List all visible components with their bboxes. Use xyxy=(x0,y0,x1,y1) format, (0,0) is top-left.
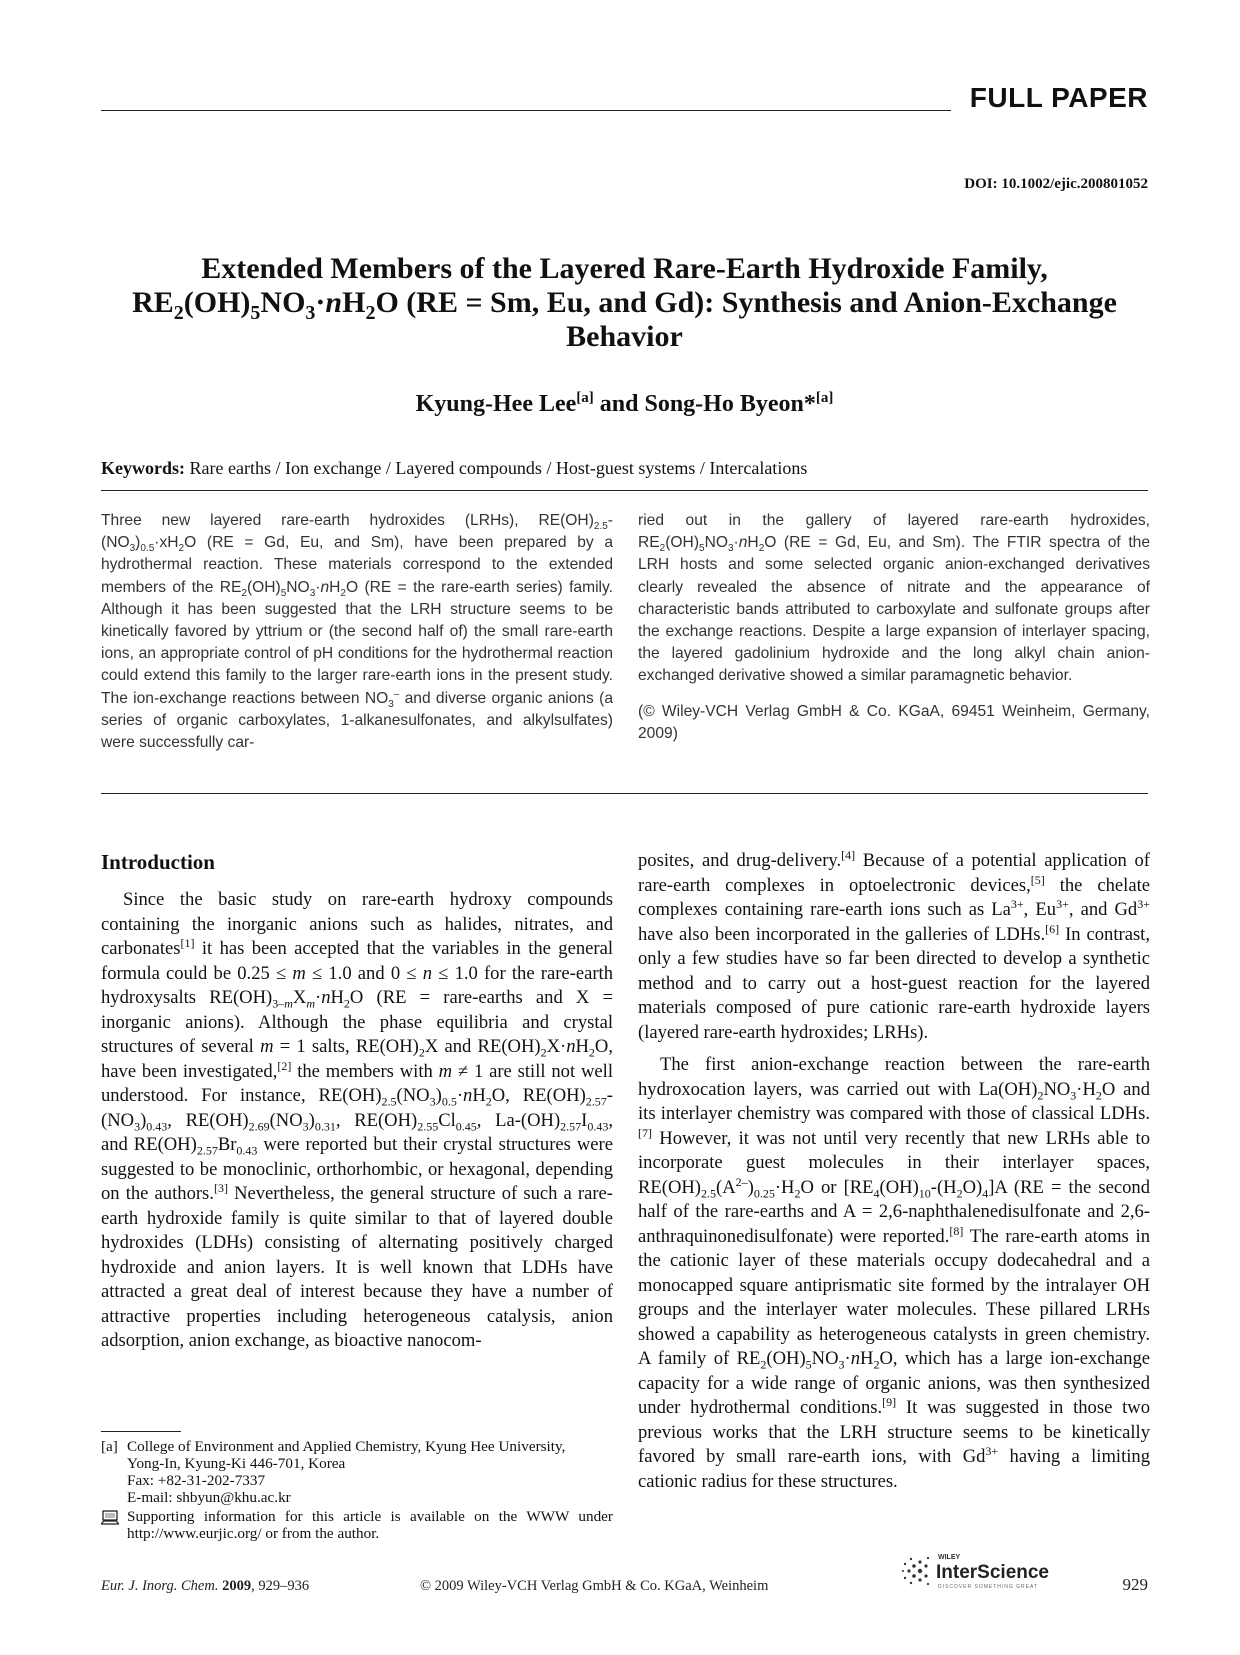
abstract-left-column xyxy=(101,510,613,754)
title-line-1: Extended Members of the Layered Rare-Earth Hydroxide Family, xyxy=(201,252,1048,285)
author-list xyxy=(101,390,1148,418)
title-line-2: $RE_2(OH)_5NO_3\cdot nH_2O$ (RE = Sm, Eu, and Gd): Synthesis and Anion-Exchange xyxy=(132,286,1117,324)
body-right-column xyxy=(638,849,1150,1494)
body-paragraph: The first anion-exchange reaction between the rare-earth hydroxocation layers, was carried out with $La(OH)_2NO_3\cdot H_2O$ and its interlayer chemistry was compared with those of classical LDHs.[7] However, it was not until very recently that new LRHs able to incorporate guest molecules in their interlayer spaces, $RE(OH)_{2.5}(A^{2-})_{0.25}\cdot H_2O$ or $[RE_4(OH)_{10}-(H_2O)_4]A$ (RE = the second half of the rare-earths and A = 2,6-naphthalenedisulfonate and 2,6-anthraquinonedisulfonate) were reported.[8] The rare-earth atoms in the cationic layer of these materials occupy dodecahedral and a monocapped square antiprismatic site formed by the intralayer OH groups and the interlayer water molecules. These pillared LRHs showed a capability as heterogeneous catalysts in green chemistry. A family of $RE_2(OH)_5NO_3\cdot nH_2O$, which has a large ion-exchange capacity for a wide range of organic anions, was then synthesized under hydrothermal conditions.[9] It was suggested in those two previous works that the LRH structure seems to be kinetically favored by small rare-earth ions, with $Gd^{3+}$ having a limiting cationic radius for these structures. xyxy=(638,1054,1150,1492)
logo-main-text: InterScience xyxy=(936,1562,1049,1583)
logo-tagline: DISCOVER SOMETHING GREAT xyxy=(938,1584,1039,1590)
author-connector: and xyxy=(599,391,639,417)
body-paragraph: posites, and drug-delivery.[4] Because of a potential application of rare-earth complexes in optoelectronic devices,[5] the chelate complexes containing rare-earth ions such as $La^{3+}$, $Eu^{3+}$, and $Gd^{3+}$ have also been incorporated in the galleries of LDHs.[6] In contrast, only a few studies have so far been directed to develop a synthetic method and to carry out a host-guest reaction for the layered materials composed of pure cationic rare-earth hydroxide layers (layered rare-earth hydroxides; LRHs). xyxy=(638,847,1150,1043)
logo-mark xyxy=(902,1557,929,1585)
keywords-label: Keywords: xyxy=(101,458,185,478)
interscience-logo xyxy=(900,1546,1068,1596)
article-title xyxy=(101,252,1148,354)
abstract-copyright: (© Wiley-VCH Verlag GmbH & Co. KGaA, 69451 Weinheim, Germany, 2009) xyxy=(638,702,1150,742)
footnote xyxy=(101,1438,613,1542)
footer-copyright: © 2009 Wiley-VCH Verlag GmbH & Co. KGaA, Weinheim xyxy=(420,1578,769,1594)
footnote-email: E-mail: shbyun@khu.ac.kr xyxy=(127,1489,291,1506)
journal-year: 2009 xyxy=(222,1578,252,1594)
abstract-text: Three new layered rare-earth hydroxides (LRHs), $RE(OH)_{2.5}-(NO_3)_{0.5}\cdot xH_2O$ (RE = Gd, Eu, and Sm), have been prepared by a hydrothermal reaction. These materials correspond to the extended members of the $RE_2(OH)_5NO_3\cdot nH_2O$ (RE = the rare-earth series) family. Although it has been suggested that the LRH structure seems to be kinetically favored by yttrium or (the second half of) the small rare-earth ions, an appropriate control of pH conditions for the hydrothermal reaction could extend this family to the larger rare-earth ions in the present study. The ion-exchange reactions between $NO_3^-$ and diverse organic anions (a series of organic carboxylates, 1-alkanesulfonates, and alkylsulfates) were successfully car- xyxy=(101,512,613,752)
footnote-marker: [a] xyxy=(101,1438,118,1455)
header-rule xyxy=(101,110,951,111)
section-label: FULL PAPER xyxy=(969,82,1148,113)
supporting-info-text: Supporting information for this article is available on the WWW under http://www.eurjic.org/ or from the author. xyxy=(127,1508,613,1542)
page-number: 929 xyxy=(1122,1575,1148,1594)
footnote-institution: College of Environment and Applied Chemistry, Kyung Hee University, xyxy=(127,1438,566,1455)
affiliation-marker: [a] xyxy=(576,390,594,406)
keywords-list: Rare earths / Ion exchange / Layered compounds / Host-guest systems / Intercalations xyxy=(189,458,808,478)
abstract-rule-bottom xyxy=(101,793,1148,794)
body-paragraph: Since the basic study on rare-earth hydroxy compounds containing the inorganic anions such as halides, nitrates, and carbonates[1] it has been accepted that the variables in the general formula could be 0.25 ≤ m ≤ 1.0 and 0 ≤ n ≤ 1.0 for the rare-earth hydroxysalts $RE(OH)_{3-m}X_m\cdot nH_2O$ (RE = rare-earths and X = inorganic anions). Although the phase equilibria and crystal structures of several m = 1 salts, $RE(OH)_2X$ and $RE(OH)_2X\cdot nH_2O$, have been investigated,[2] the members with m ≠ 1 are still not well understood. For instance, $RE(OH)_{2.5}(NO_3)_{0.5}\cdot nH_2O$, $RE(OH)_{2.57}-(NO_3)_{0.43}$, $RE(OH)_{2.69}(NO_3)_{0.31}$, $RE(OH)_{2.55}Cl_{0.45}$, $La-(OH)_{2.57}I_{0.43}$, and $RE(OH)_{2.57}Br_{0.43}$ were reported but their crystal structures were suggested to be monoclinic, orthorhombic, or hexagonal, depending on the authors.[3] Nevertheless, the general structure of such a rare-earth hydroxide family is quite similar to that of layered double hydroxides (LDHs) consisting of alternating positively charged hydroxide and anion layers. It is well known that LDHs have attracted a great deal of interest because they have a number of attractive properties including heterogeneous catalysis, anion adsorption, anion exchange, as bioactive nanocom- xyxy=(101,889,613,1351)
title-line-3: Behavior xyxy=(566,320,683,353)
journal-name: Eur. J. Inorg. Chem. xyxy=(101,1578,219,1594)
footer-citation xyxy=(101,1578,309,1595)
supporting-info-note xyxy=(101,1508,613,1542)
abstract-rule-top xyxy=(101,490,1148,491)
footnote-fax: Fax: +82-31-202-7337 xyxy=(127,1472,266,1489)
doi: DOI: 10.1002/ejic.200801052 xyxy=(964,176,1148,192)
body-left-column xyxy=(101,888,613,1354)
footnote-rule xyxy=(101,1431,181,1432)
keywords xyxy=(101,458,807,479)
journal-pages: , 929–936 xyxy=(251,1578,310,1594)
affiliation-marker: [a] xyxy=(815,390,834,406)
author-2: Song-Ho Byeon* xyxy=(644,391,816,417)
affiliation-footnote xyxy=(101,1438,613,1455)
logo-top-text: WILEY xyxy=(938,1554,961,1561)
abstract-right-column xyxy=(638,510,1150,745)
section-heading: Introduction xyxy=(101,850,215,874)
footnote-address: Yong-In, Kyung-Ki 446-701, Korea xyxy=(127,1455,346,1472)
abstract-text-continued: ried out in the gallery of layered rare-earth hydroxides, $RE_2(OH)_5NO_3\cdot nH_2O$ (RE = Gd, Eu, and Sm). The FTIR spectra of the LRH hosts and some selected organic anion-exchanged derivatives clearly revealed the absence of nitrate and the appearance of characteristic bands attributed to carboxylate and sulfonate groups after the exchange reactions. Despite a large expansion of interlayer spacing, the layered gadolinium hydroxide and the long alkyl chain anion-exchanged derivative showed a similar paramagnetic behavior. xyxy=(638,512,1150,685)
author-1: Kyung-Hee Lee xyxy=(415,391,577,417)
computer-icon xyxy=(101,1508,127,1542)
